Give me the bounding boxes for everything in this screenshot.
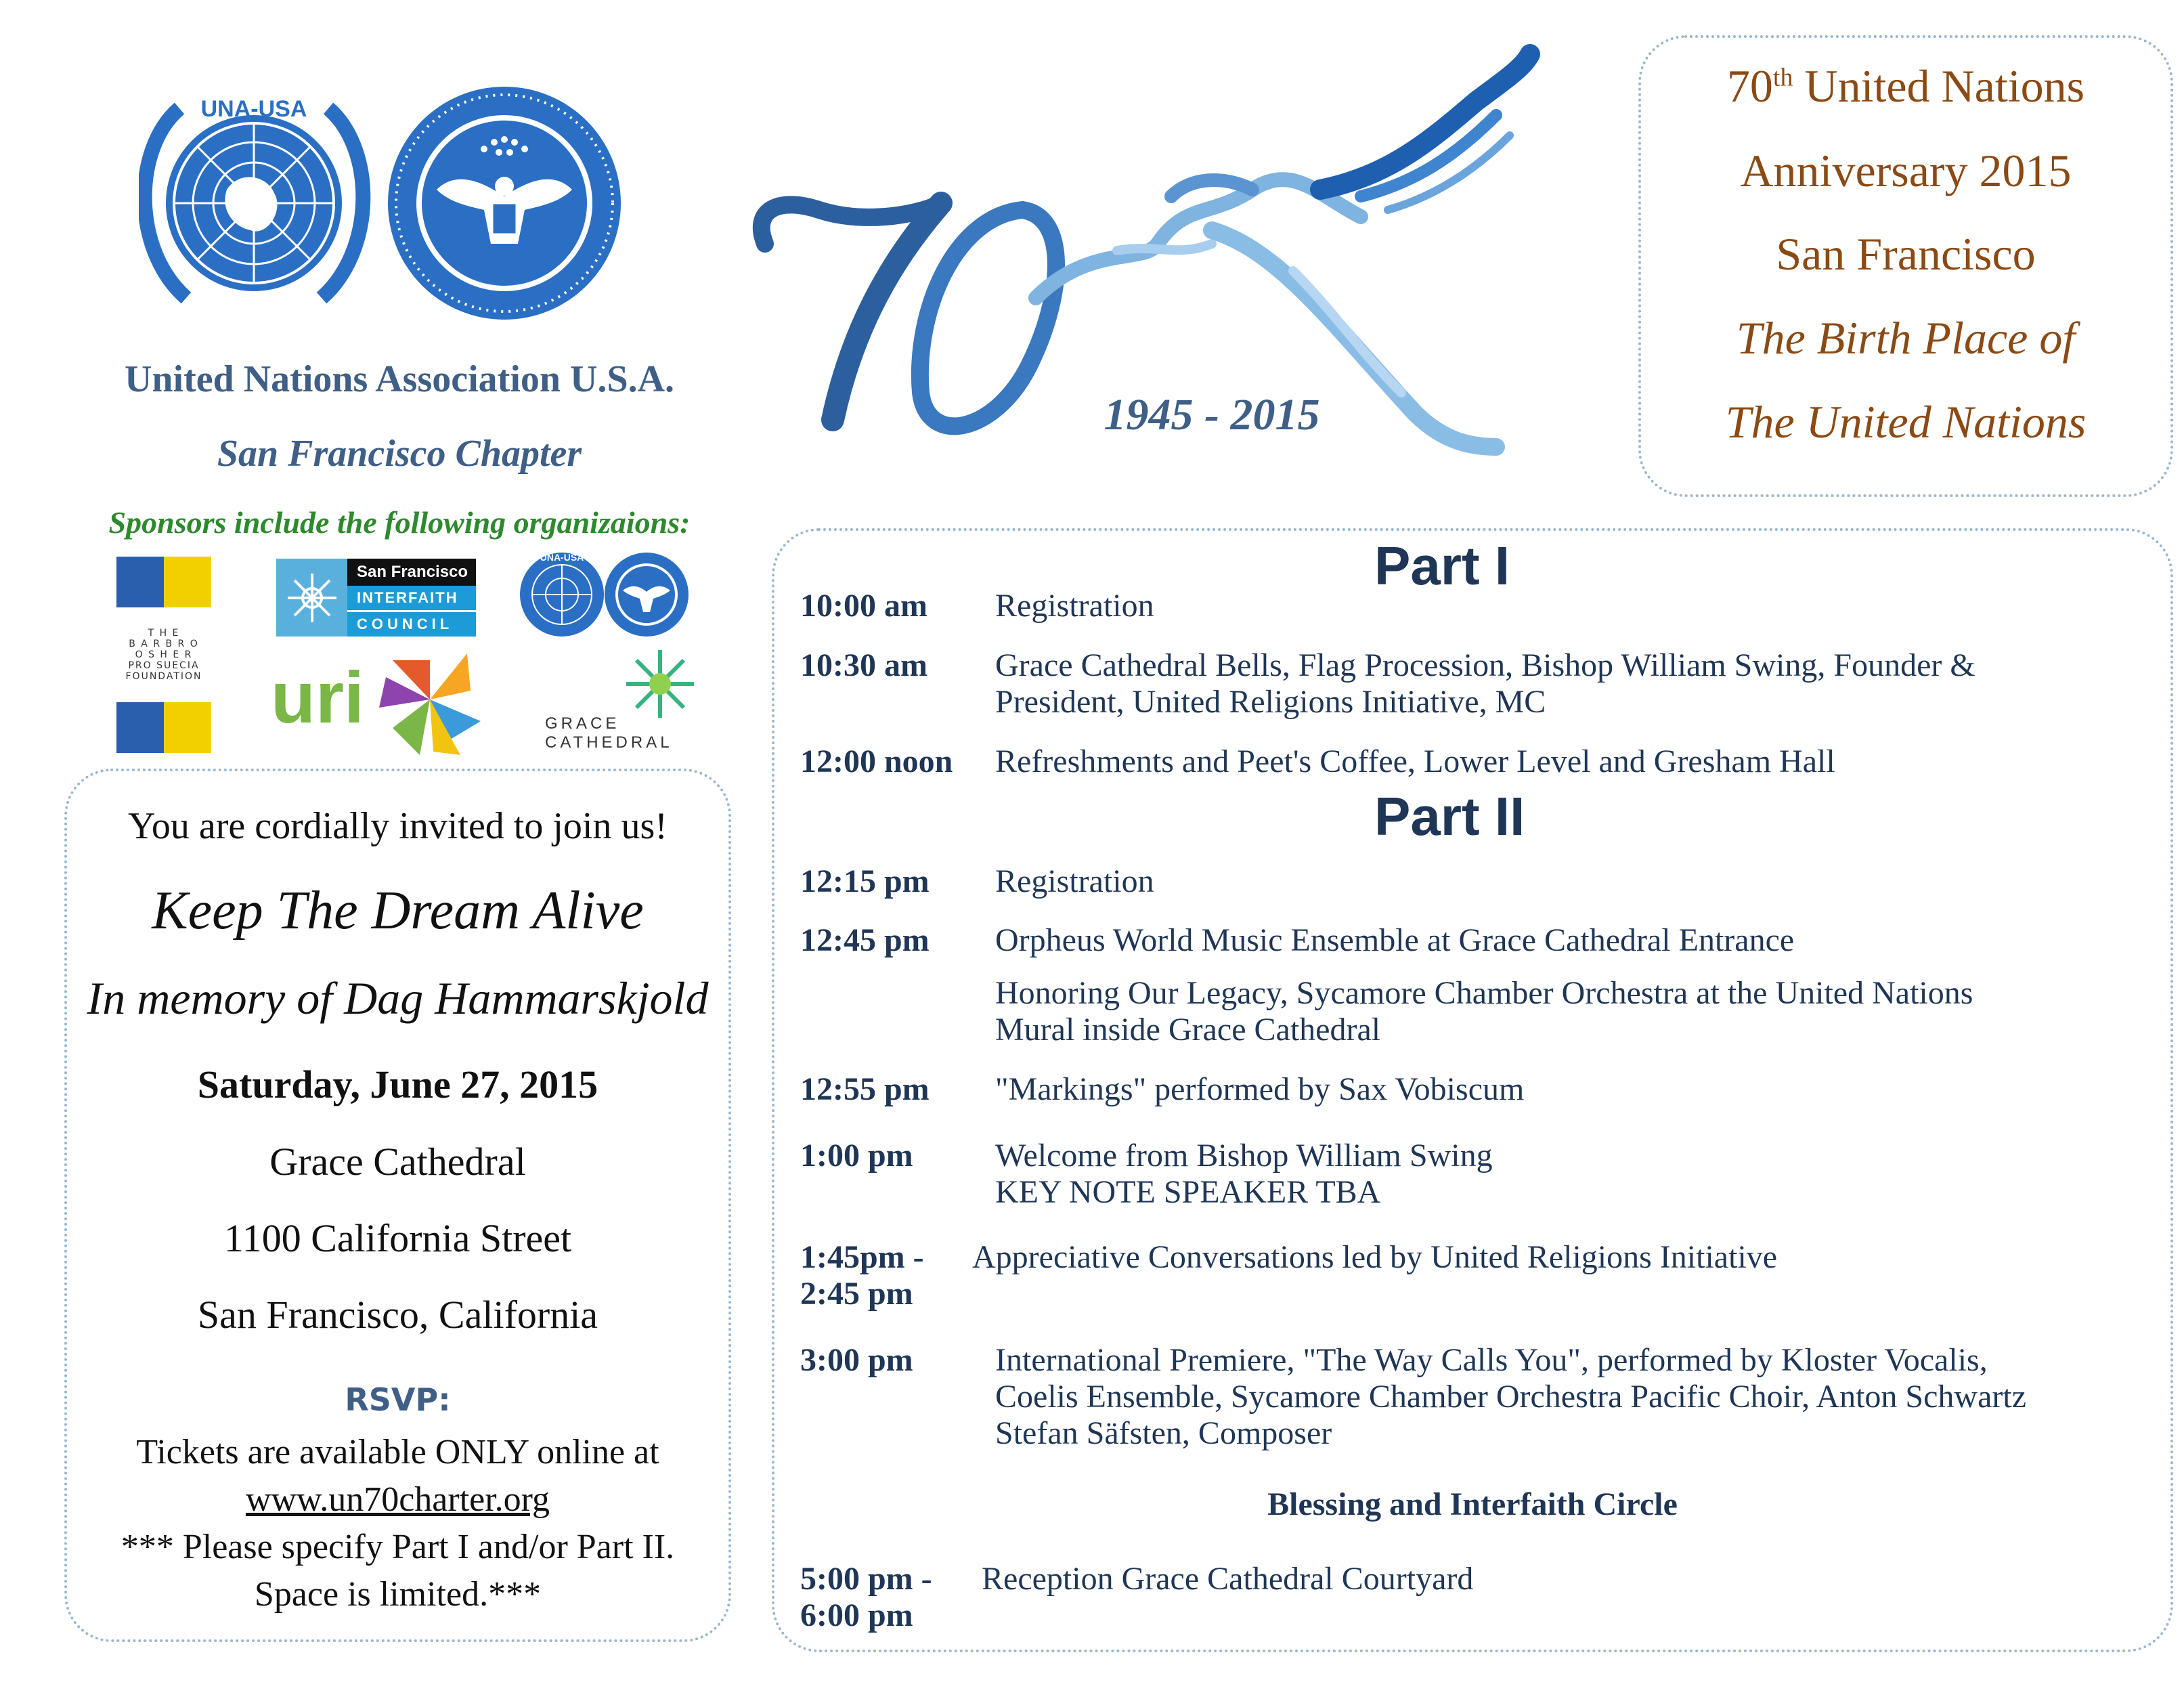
schedule-desc: President, United Religions Initiative, MC [995, 684, 1546, 720]
sponsors-line: Sponsors include the following organizaions: [108, 505, 691, 540]
interfaith-bottom: COUNCIL [347, 610, 476, 637]
grace-cathedral-logo [545, 647, 707, 755]
snowflake-icon [276, 559, 347, 637]
schedule-desc: Stefan Säfsten, Composer [995, 1415, 1332, 1451]
un-emblem-small-icon [520, 552, 604, 637]
schedule-time: 5:00 pm - [800, 1561, 932, 1597]
limited-line: Space is limited.*** [254, 1575, 542, 1614]
schedule-time: 12:45 pm [800, 922, 930, 958]
schedule-time: 6:00 pm [800, 1597, 913, 1633]
anniv-line-1 [1638, 60, 2173, 113]
schedule-time: 10:00 am [800, 588, 927, 624]
grace-line-1: GRACE [545, 714, 620, 733]
schedule-time: 10:30 am [800, 647, 927, 683]
venue-name: Grace Cathedral [269, 1140, 526, 1184]
dream-title: Keep The Dream Alive [152, 881, 644, 941]
schedule-time: 12:55 pm [800, 1071, 930, 1107]
schedule-time: 1:45pm - [800, 1239, 924, 1275]
dove-icon [762, 54, 1530, 447]
part-1-title: Part I [1374, 536, 1510, 596]
url-wrap [64, 1480, 731, 1520]
years-range: 1945 - 2015 [1104, 390, 1320, 439]
barbro-line-2: B A R B R O [129, 639, 199, 649]
uri-text: uri [271, 656, 365, 738]
tickets-line: Tickets are available ONLY online at [136, 1433, 659, 1471]
venue-street: 1100 California Street [223, 1216, 572, 1260]
anniv-line-3: San Francisco [1776, 228, 2036, 280]
schedule-desc: International Premiere, "The Way Calls You", performed by Kloster Vocalis, [995, 1342, 1988, 1378]
barbro-line-5: FOUNDATION [125, 671, 202, 682]
event-date: Saturday, June 27, 2015 [197, 1062, 598, 1106]
anniv-line-2: Anniversary 2015 [1740, 145, 2072, 196]
blessing-line: Blessing and Interfaith Circle [1267, 1486, 1678, 1522]
schedule-time: 1:00 pm [800, 1138, 913, 1174]
cordially-invited: You are cordially invited to join us! [128, 805, 668, 847]
org-name: United Nations Association U.S.A. [124, 358, 675, 400]
schedule-desc: Refreshments and Peet's Coffee, Lower Level and Gresham Hall [995, 744, 1835, 779]
grace-cross-icon [616, 647, 704, 721]
grace-line-2: CATHEDRAL [545, 733, 673, 752]
tickets-url-link[interactable]: www.un70charter.org [245, 1480, 550, 1519]
venue-city: San Francisco, California [197, 1293, 598, 1337]
anniv-line-1-rest: United Nations [1793, 60, 2085, 112]
una-usa-ring-text: UNA-USA [200, 96, 307, 122]
schedule-desc: Welcome from Bishop William Swing [995, 1138, 1493, 1174]
schedule-desc: Mural inside Grace Cathedral [995, 1012, 1381, 1048]
schedule-desc: Coelis Ensemble, Sycamore Chamber Orchestra Pacific Choir, Anton Schwartz [995, 1379, 2027, 1415]
schedule-desc: Reception Grace Cathedral Courtyard [982, 1561, 1474, 1597]
schedule-desc: Registration [995, 588, 1154, 624]
anniv-line-4: The Birth Place of [1736, 312, 2076, 364]
una-usa-small-logos [515, 547, 691, 642]
barbro-line-1: T H E [148, 628, 180, 639]
schedule-time: 2:45 pm [800, 1276, 913, 1312]
barbro-line-3: O S H E R [135, 649, 193, 660]
memory-line: In memory of Dag Hammarskjold [87, 972, 709, 1024]
specify-line: *** Please specify Part I and/or Part II. [121, 1528, 675, 1566]
anniv-number: 70 [1726, 60, 1773, 112]
schedule-desc: Grace Cathedral Bells, Flag Procession, Bishop William Swing, Founder & [995, 647, 1975, 683]
uri-logo [271, 640, 487, 758]
schedule-desc: Honoring Our Legacy, Sycamore Chamber Orchestra at the United Nations [995, 975, 1973, 1011]
schedule-desc: Registration [995, 863, 1154, 899]
schedule-time: 12:15 pm [800, 863, 930, 899]
schedule-time: 12:00 noon [800, 744, 953, 779]
us-seal-icon [388, 87, 621, 320]
schedule-time: 3:00 pm [800, 1342, 913, 1378]
us-seal-small-icon [605, 553, 689, 637]
interfaith-council-logo [276, 559, 476, 637]
chapter-name: San Francisco Chapter [217, 433, 582, 475]
schedule-desc: Appreciative Conversations led by United Religions Initiative [972, 1239, 1778, 1275]
anniv-line-5: The United Nations [1725, 396, 2087, 448]
barbro-line-4: PRO SUECIA [128, 660, 200, 671]
anniv-suffix: th [1772, 63, 1793, 92]
schedule-desc: Orpheus World Music Ensemble at Grace Cathedral Entrance [995, 922, 1795, 958]
uri-pinwheel-icon [372, 640, 487, 758]
schedule-desc: KEY NOTE SPEAKER TBA [995, 1174, 1381, 1210]
un-emblem-icon [145, 96, 364, 298]
interfaith-top: San Francisco [347, 559, 476, 586]
interfaith-mid: INTERFAITH [347, 586, 476, 610]
part-2-title: Part II [1374, 786, 1525, 846]
rsvp-label: RSVP: [345, 1381, 451, 1418]
barbro-osher-logo [116, 557, 211, 753]
schedule-desc: "Markings" performed by Sax Vobiscum [995, 1071, 1525, 1107]
una-small-text: UNA-USA [540, 552, 584, 563]
top-logos [139, 74, 626, 332]
